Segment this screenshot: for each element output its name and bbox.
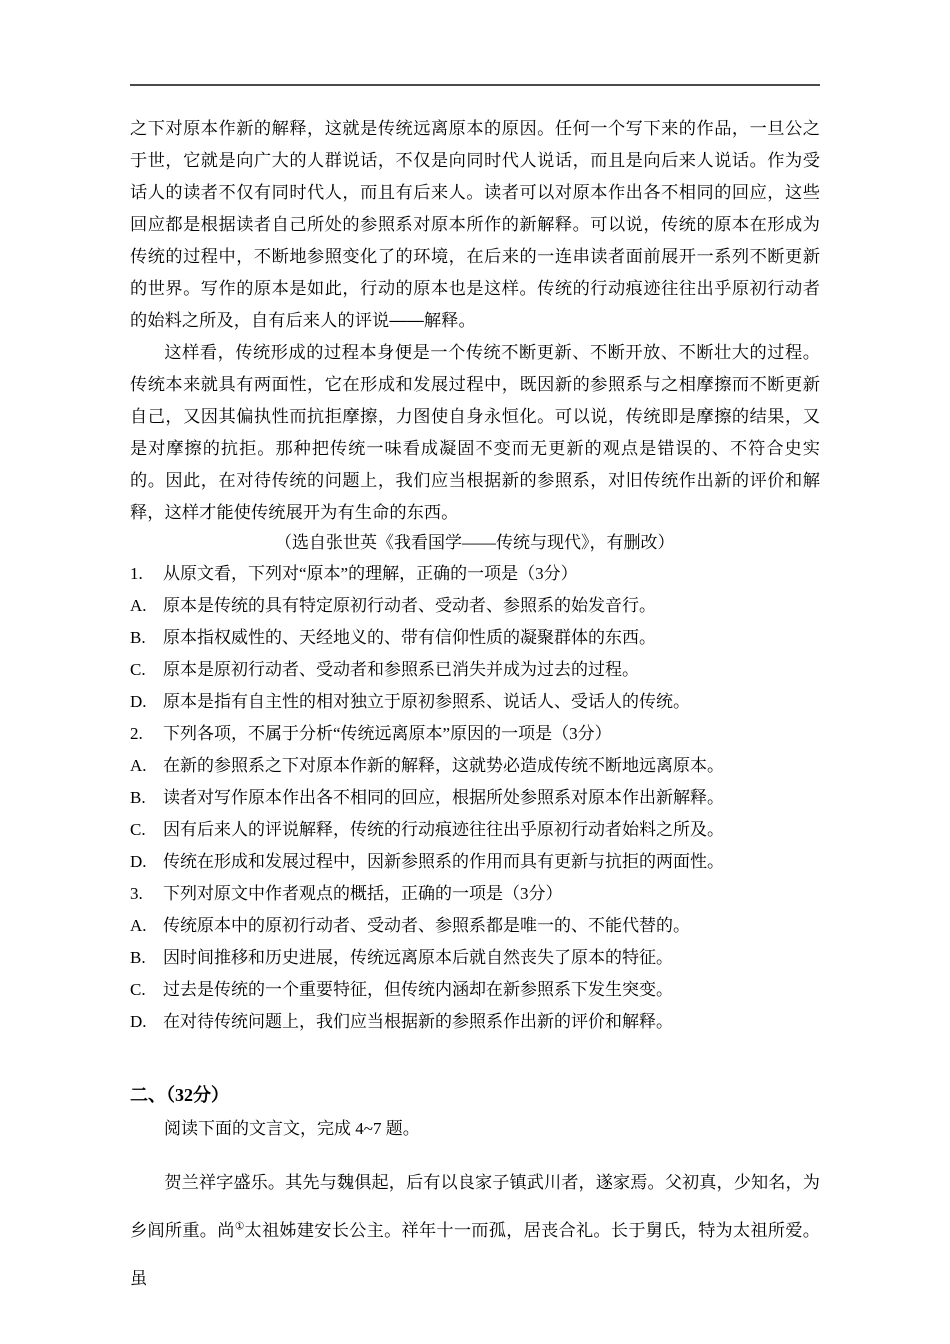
question-3-option-d[interactable] [130, 1006, 820, 1038]
option-text: 原本是指有自主性的相对独立于原初参照系、说话人、受话人的传统。 [163, 692, 690, 711]
question-2-option-c[interactable] [130, 814, 820, 846]
classical-text-part-2: 太祖姊建安长公主。祥年十一而孤，居丧合礼。长于舅氏，特为太祖所爱。虽 [130, 1220, 820, 1288]
question-2-option-d[interactable] [130, 846, 820, 878]
option-label: C. [130, 980, 146, 999]
question-1-option-c[interactable] [130, 654, 820, 686]
option-text: 过去是传统的一个重要特征，但传统内涵却在新参照系下发生突变。 [163, 980, 673, 999]
option-label: D. [130, 852, 147, 871]
option-text: 在对待传统问题上，我们应当根据新的参照系作出新的评价和解释。 [163, 1012, 673, 1031]
question-3-stem: 下列对原文中作者观点的概括，正确的一项是（3分） [163, 884, 563, 903]
option-label: B. [130, 788, 146, 807]
question-3-stem-row [130, 878, 820, 910]
footnote-marker-icon: ① [234, 1220, 245, 1233]
classical-text-part-1: 贺兰祥字盛乐。其先与魏俱起，后有以良家子镇武川者，遂家焉。父初真，少知名，为乡闾所重。尚 [130, 1172, 820, 1240]
question-1-stem: 从原文看，下列对“原本”的理解，正确的一项是（3分） [163, 564, 578, 583]
option-text: 读者对写作原本作出各不相同的回应，根据所处参照系对原本作出新解释。 [163, 788, 724, 807]
page-content [130, 112, 820, 1302]
option-label: B. [130, 948, 146, 967]
article-attribution: （选自张世英《我看国学——传统与现代》，有删改） [275, 533, 675, 552]
question-3-option-a[interactable] [130, 910, 820, 942]
question-2-option-b[interactable] [130, 782, 820, 814]
option-text: 因时间推移和历史进展，传统远离原本后就自然丧失了原本的特征。 [163, 948, 673, 967]
question-3-option-b[interactable] [130, 942, 820, 974]
header-rule [130, 84, 820, 86]
question-2-stem-row [130, 718, 820, 750]
question-2-number: 2. [130, 724, 143, 743]
option-text: 传统在形成和发展过程中，因新参照系的作用而具有更新与抗拒的两面性。 [163, 852, 724, 871]
option-label: C. [130, 820, 146, 839]
option-label: A. [130, 916, 147, 935]
section-spacer [130, 1038, 820, 1078]
question-2-option-a[interactable] [130, 750, 820, 782]
question-1-stem-row [130, 558, 820, 590]
question-1-option-b[interactable] [130, 622, 820, 654]
question-3-number: 3. [130, 884, 143, 903]
question-1-option-d[interactable] [130, 686, 820, 718]
option-label: B. [130, 628, 146, 647]
question-1-option-a[interactable] [130, 590, 820, 622]
option-text: 因有后来人的评说解释，传统的行动痕迹往往出乎原初行动者始料之所及。 [163, 820, 724, 839]
option-label: D. [130, 692, 147, 711]
classical-passage [130, 1158, 820, 1302]
option-label: D. [130, 1012, 147, 1031]
article-paragraph-1: 之下对原本作新的解释，这就是传统远离原本的原因。任何一个写下来的作品，一旦公之于世，它就是向广大的人群说话，不仅是向同时代人说话，而且是向后来人说话。作为受话人的读者不仅有同时代人，而且有后来人。读者可以对原本作出各不相同的回应，这些回应都是根据读者自己所处的参照系对原本所作的新解释。可以说，传统的原本在形成为传统的过程中，不断地参照变化了的环境，在后来的一连串读者面前展开一系列不断更新的世界。写作的原本是如此，行动的原本也是这样。传统的行动痕迹往往出乎原初行动者的始料之所及，自有后来人的评说——解释。 [130, 118, 820, 330]
classical-spacer [130, 1146, 820, 1158]
option-label: A. [130, 596, 147, 615]
question-3-option-c[interactable] [130, 974, 820, 1006]
option-text: 原本是传统的具有特定原初行动者、受动者、参照系的始发音行。 [163, 596, 656, 615]
question-1-number: 1. [130, 564, 143, 583]
option-text: 原本指权威性的、天经地义的、带有信仰性质的凝聚群体的东西。 [163, 628, 656, 647]
section-two-instruction: 阅读下面的文言文，完成 4~7 题。 [164, 1119, 420, 1138]
option-text: 在新的参照系之下对原本作新的解释，这就势必造成传统不断地远离原本。 [163, 756, 724, 775]
option-text: 传统原本中的原初行动者、受动者、参照系都是唯一的、不能代替的。 [163, 916, 690, 935]
article-paragraph-2: 这样看，传统形成的过程本身便是一个传统不断更新、不断开放、不断壮大的过程。传统本来就具有两面性，它在形成和发展过程中，既因新的参照系与之相摩擦而不断更新自己，又因其偏执性而抗拒摩擦，力图使自身永恒化。可以说，传统即是摩擦的结果，又是对摩擦的抗拒。那种把传统一味看成凝固不变而无更新的观点是错误的、不符合史实的。因此，在对待传统的问题上，我们应当根据新的参照系，对旧传统作出新的评价和解释，这样才能使传统展开为有生命的东西。 [130, 342, 820, 522]
option-label: A. [130, 756, 147, 775]
option-label: C. [130, 660, 146, 679]
section-two-heading: 二、（32分） [130, 1085, 229, 1105]
question-2-stem: 下列各项，不属于分析“传统远离原本”原因的一项是（3分） [163, 724, 612, 743]
option-text: 原本是原初行动者、受动者和参照系已消失并成为过去的过程。 [163, 660, 639, 679]
